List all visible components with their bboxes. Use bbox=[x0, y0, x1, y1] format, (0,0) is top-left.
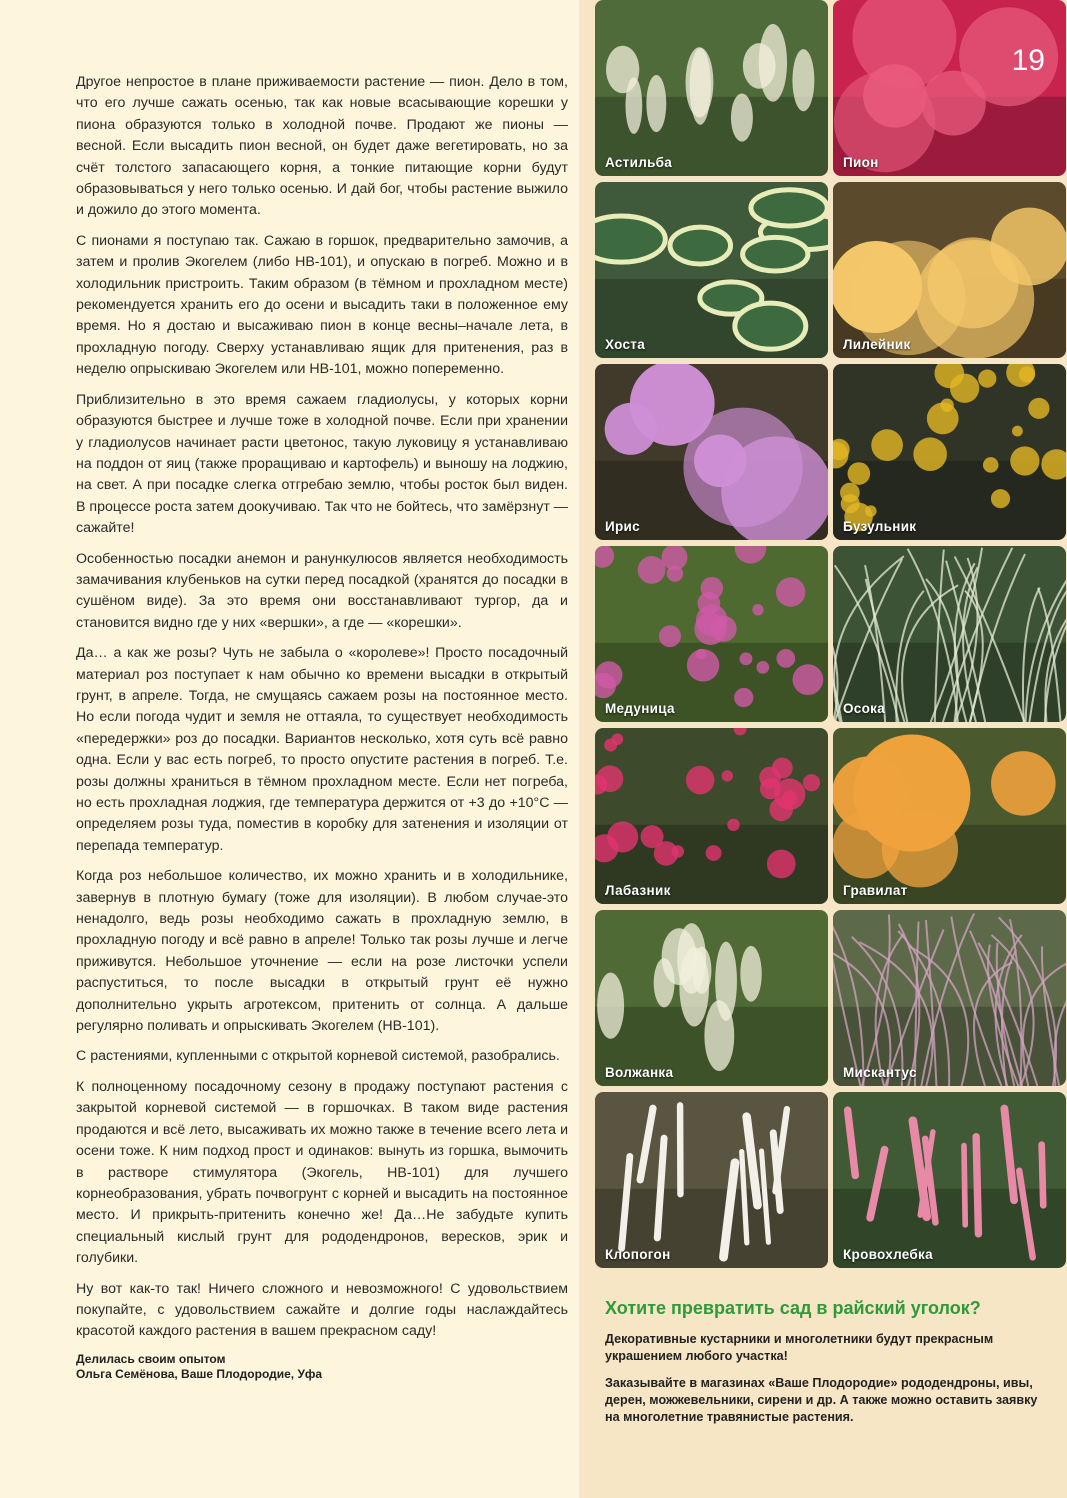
article-paragraph: Да… а как же розы? Чуть не забыла о «королеве»! Просто посадочный материал роз поступает к нам обычно ко времени высадки в открытый грунт, в апреле. Тогда, не смущаясь сажаем розы на постоянное место. Но если погода чудит и земля не оттаяла, то существует необходимость «передержки» роз до посадки. Вариантов несколько, хотя суть всё равно одна. Если у вас есть погреб, то просто опустите растения в погреб. Т.е. розы должны храниться в тёмном прохладном месте. Если нет погреба, но есть прохладная лоджия, где температура держится от +3 до +10°С — определяем розы туда, поместив в коробку для затенения и изоляции от перепада температур. bbox=[76, 645, 568, 854]
plant-photo-caption: Пион bbox=[843, 155, 879, 170]
plant-photo bbox=[595, 910, 828, 1086]
plant-photo-caption: Хоста bbox=[605, 337, 646, 352]
page-number: 19 bbox=[1011, 44, 1045, 77]
article-body bbox=[76, 72, 568, 1382]
plant-photo-image bbox=[833, 182, 1066, 358]
plant-photo bbox=[833, 1092, 1066, 1268]
plant-photo-image bbox=[595, 546, 828, 722]
plant-photo-image bbox=[833, 0, 1066, 176]
plant-photo bbox=[595, 546, 828, 722]
article-paragraph: С пионами я поступаю так. Сажаю в горшок, предварительно замочив, а затем и пролив Экогелем (либо НВ-101), и опускаю в погреб. Можно и в холодильник пристроить. Таким образом (в тёмном и прохладном месте) рекомендуется хранить его до осени и высадить таки в положенное ему время. Но я достаю и высаживаю пион в конце весны–начале лета, в прохладную погоду. Сверху устанавливаю ящик для притенения, раз в неделю опрыскиваю Экогелем или НВ-101, можно попеременно. bbox=[76, 232, 568, 378]
plant-photo-image bbox=[833, 910, 1066, 1086]
author-name: Ольга Семёнова, Ваше Плодородие, Уфа bbox=[76, 1366, 323, 1381]
plant-photo bbox=[595, 182, 828, 358]
author-signature bbox=[76, 1352, 568, 1382]
plant-photo bbox=[595, 728, 828, 904]
plant-photo-caption: Клопогон bbox=[605, 1247, 671, 1262]
plant-photo-image bbox=[833, 546, 1066, 722]
plant-photo bbox=[833, 182, 1066, 358]
article-paragraph: К полноценному посадочному сезону в продажу поступают растения с закрытой корневой системой — в горшочках. В таком виде растения продаются и всё лето, высаживать их можно также в течение всего лета и осени тоже. К ним подход прост и одинаков: вынуть из горшка, вымочить в растворе стимулятора (Экогель, НВ-101) для лучшего корнеобразования, убрать почвогрунт с корней и высадить на постоянное место. И прикрыть-притенить конечно же! Да…Не забудьте купить специальный кислый грунт для рододендронов, вересков, эрик и голубики. bbox=[76, 1078, 568, 1267]
signature-line: Делилась своим опытом bbox=[76, 1351, 226, 1366]
plant-photo bbox=[833, 728, 1066, 904]
promo-text: Декоративные кустарники и многолетники будут прекрасным украшением любого участка! bbox=[605, 1332, 994, 1363]
plant-photo-caption: Лабазник bbox=[605, 883, 671, 898]
plant-photo-image bbox=[595, 364, 828, 540]
plant-photo-image bbox=[595, 1092, 828, 1268]
plant-photo-caption: Кровохлебка bbox=[843, 1247, 933, 1262]
plant-photo-caption: Лилейник bbox=[843, 337, 911, 352]
plant-photo bbox=[833, 364, 1066, 540]
plant-photo-caption: Ирис bbox=[605, 519, 640, 534]
article-paragraph: Особенностью посадки анемон и ранункулюсов является необходимость замачивания клубеньков на сутки перед посадкой (хранятся до посадки в сушёном виде). За это время они восстанавливают тургор, да и становится видно где у них «вершки», а где — «корешки». bbox=[76, 550, 568, 631]
plant-photo bbox=[833, 0, 1066, 176]
plant-photo-caption: Бузульник bbox=[843, 519, 917, 534]
plant-photo-image bbox=[833, 364, 1066, 540]
promo-block bbox=[605, 1298, 1050, 1436]
plant-photo-image bbox=[595, 910, 828, 1086]
plant-photo-image bbox=[595, 182, 828, 358]
promo-title: Хотите превратить сад в райский уголок? bbox=[605, 1298, 981, 1318]
plant-photo bbox=[595, 0, 828, 176]
plant-photo bbox=[833, 546, 1066, 722]
plant-photo bbox=[595, 364, 828, 540]
article-paragraph: Ну вот как-то так! Ничего сложного и невозможного! С удовольствием покупайте, с удовольствием сажайте и долгие годы наслаждайтесь красотой каждого растения в вашем прекрасном саду! bbox=[76, 1280, 568, 1340]
plant-photo-caption: Гравилат bbox=[843, 883, 908, 898]
plant-photo-image bbox=[833, 728, 1066, 904]
plant-photo bbox=[595, 1092, 828, 1268]
plant-photo-image bbox=[595, 728, 828, 904]
plant-photo-image bbox=[595, 0, 828, 176]
plant-photo-caption: Волжанка bbox=[605, 1065, 674, 1080]
article-paragraph: Другое непростое в плане приживаемости растение — пион. Дело в том, что его лучше сажать осенью, так как новые всасывающие корешки у пиона образуются только в холодной почве. Продают же пионы — весной. Если высадить пион весной, он будет даже вегетировать, но за счёт толстого запасающего корня, а тонкие питающие корни будут образовываться у него только осенью. И дай бог, чтобы растение выжило и дожило до этого момента. bbox=[76, 74, 568, 219]
promo-text: Заказывайте в магазинах «Ваше Плодородие» рододендроны, ивы, дерен, можжевельники, сирени и др. А также можно оставить заявку на многолетние травянистые растения. bbox=[605, 1376, 1038, 1424]
article-paragraph: Когда роз небольшое количество, их можно хранить и в холодильнике, завернув в плотную бумагу (тоже для изоляции). В любом случае-это ненадолго, ведь розы необходимо сажать в прохладную землю, в прохладную погоду и всё равно в апреле! Только так розы лучше и легче приживутся. Небольшое уточнение — если на розе листочки успели распуститься, то после высадки в открытый грунт её нужно дополнительно укрыть агротексом, притенить от солнца. А дальше регулярно поливать и опрыскивать Экогелем (НВ-101). bbox=[76, 868, 568, 1035]
plant-photo-image bbox=[833, 1092, 1066, 1268]
plant-photo-caption: Мискантус bbox=[843, 1065, 917, 1080]
plant-photo-caption: Астильба bbox=[605, 155, 673, 170]
article-paragraph: С растениями, купленными с открытой корневой системой, разобрались. bbox=[76, 1048, 560, 1065]
plant-photo-caption: Осока bbox=[843, 701, 886, 716]
plant-photo bbox=[833, 910, 1066, 1086]
plant-photo-caption: Медуница bbox=[605, 701, 675, 716]
article-paragraph: Приблизительно в это время сажаем гладиолусы, у которых корни образуются быстрее и лучше тоже в холодной почве. Если при хранении у гладиолусов начинает расти цветонос, такую луковицу я устанавливаю на поддон от яиц (также проращиваю и картофель) и выношу на лоджию, на свет. А при посадке слегка отгребаю землю, чтобы росток был виден. В процессе роста затем доокучиваю. Так что не бойтесь, что замёрзнут — сажайте! bbox=[76, 391, 568, 537]
